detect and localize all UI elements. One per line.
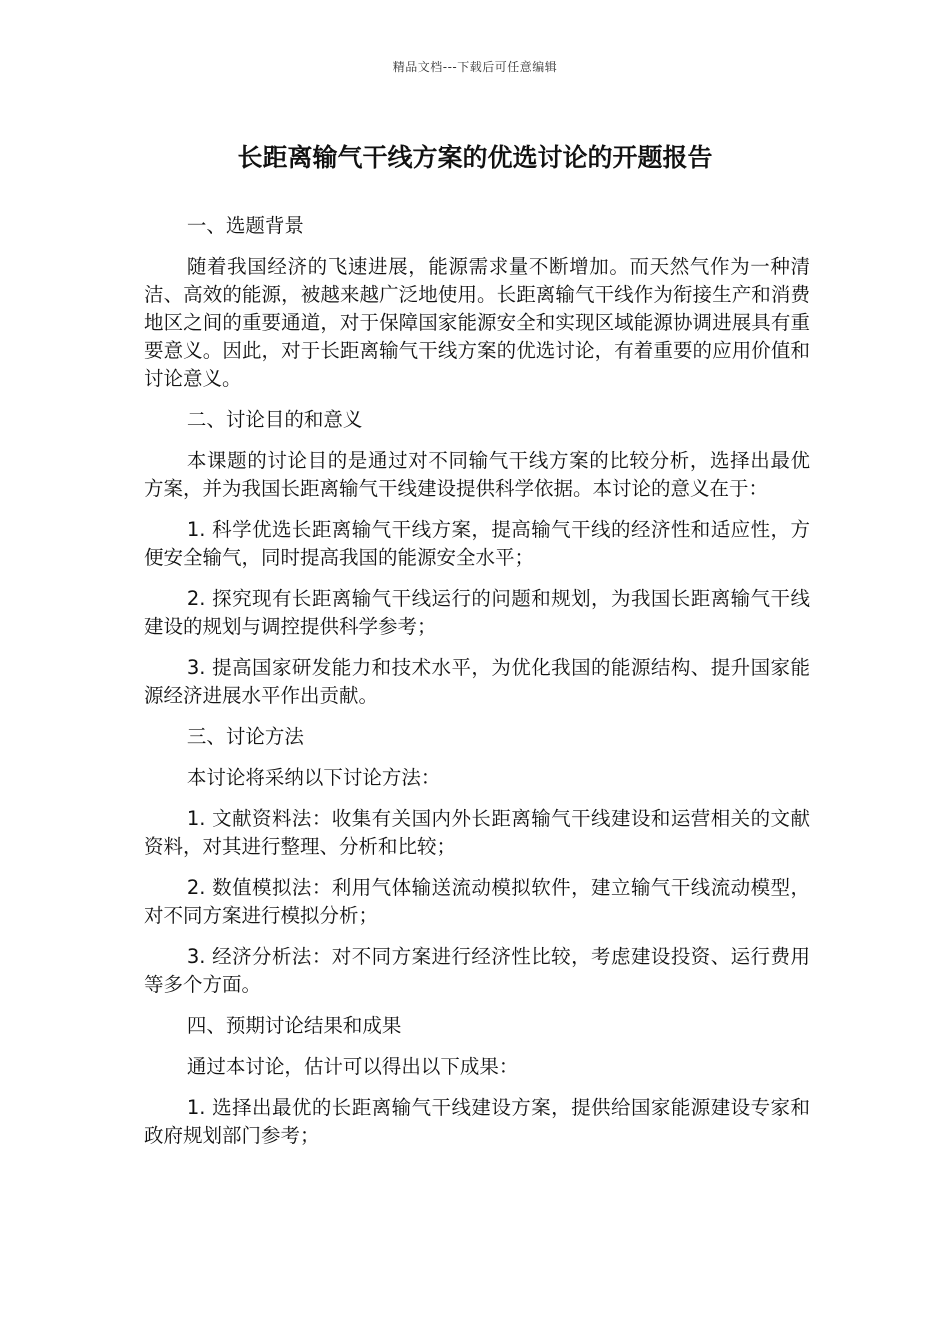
list-item-result-1: 1. 选择出最优的长距离输气干线建设方案，提供给国家能源建设专家和政府规划部门参考； [144,1096,810,1147]
list-item-purpose-2: 2. 探究现有长距离输气干线运行的问题和规划，为我国长距离输气干线建设的规划与调控提供科学参考； [144,587,810,638]
section-heading-purpose: 二、讨论目的和意义 [186,408,363,431]
list-item-method-1: 1. 文献资料法：收集有关国内外长距离输气干线建设和运营相关的文献资料，对其进行整理、分析和比较； [144,807,810,858]
list-item-method-2: 2. 数值模拟法：利用气体输送流动模拟软件，建立输气干线流动模型，对不同方案进行模拟分析； [144,876,810,927]
list-item-purpose-1: 1. 科学优选长距离输气干线方案，提高输气干线的经济性和适应性，方便安全输气，同时提高我国的能源安全水平； [144,518,810,569]
paragraph-methods: 本讨论将采纳以下讨论方法： [186,766,441,789]
section-heading-results: 四、预期讨论结果和成果 [186,1014,402,1037]
document-body [144,212,810,1163]
paragraph-results: 通过本讨论，估计可以得出以下成果： [186,1055,519,1078]
section-heading-background: 一、选题背景 [186,214,304,237]
section-heading-methods: 三、讨论方法 [186,725,304,748]
paragraph-background: 随着我国经济的飞速进展，能源需求量不断增加。而天然气作为一种清洁、高效的能源，被越来越广泛地使用。长距离输气干线作为衔接生产和消费地区之间的重要通道，对于保障国家能源安全和实现区域能源协调进展具有重要意义。因此，对于长距离输气干线方案的优选讨论，有着重要的应用价值和讨论意义。 [144,255,810,390]
document-title: 长距离输气干线方案的优选讨论的开题报告 [237,143,713,172]
list-item-purpose-3: 3. 提高国家研发能力和技术水平，为优化我国的能源结构、提升国家能源经济进展水平作出贡献。 [144,656,810,707]
paragraph-purpose: 本课题的讨论目的是通过对不同输气干线方案的比较分析，选择出最优方案，并为我国长距离输气干线建设提供科学依据。本讨论的意义在于： [144,449,810,500]
list-item-method-3: 3. 经济分析法：对不同方案进行经济性比较，考虑建设投资、运行费用等多个方面。 [144,945,810,996]
page-header: 精品文档---下载后可任意编辑 [392,60,558,74]
